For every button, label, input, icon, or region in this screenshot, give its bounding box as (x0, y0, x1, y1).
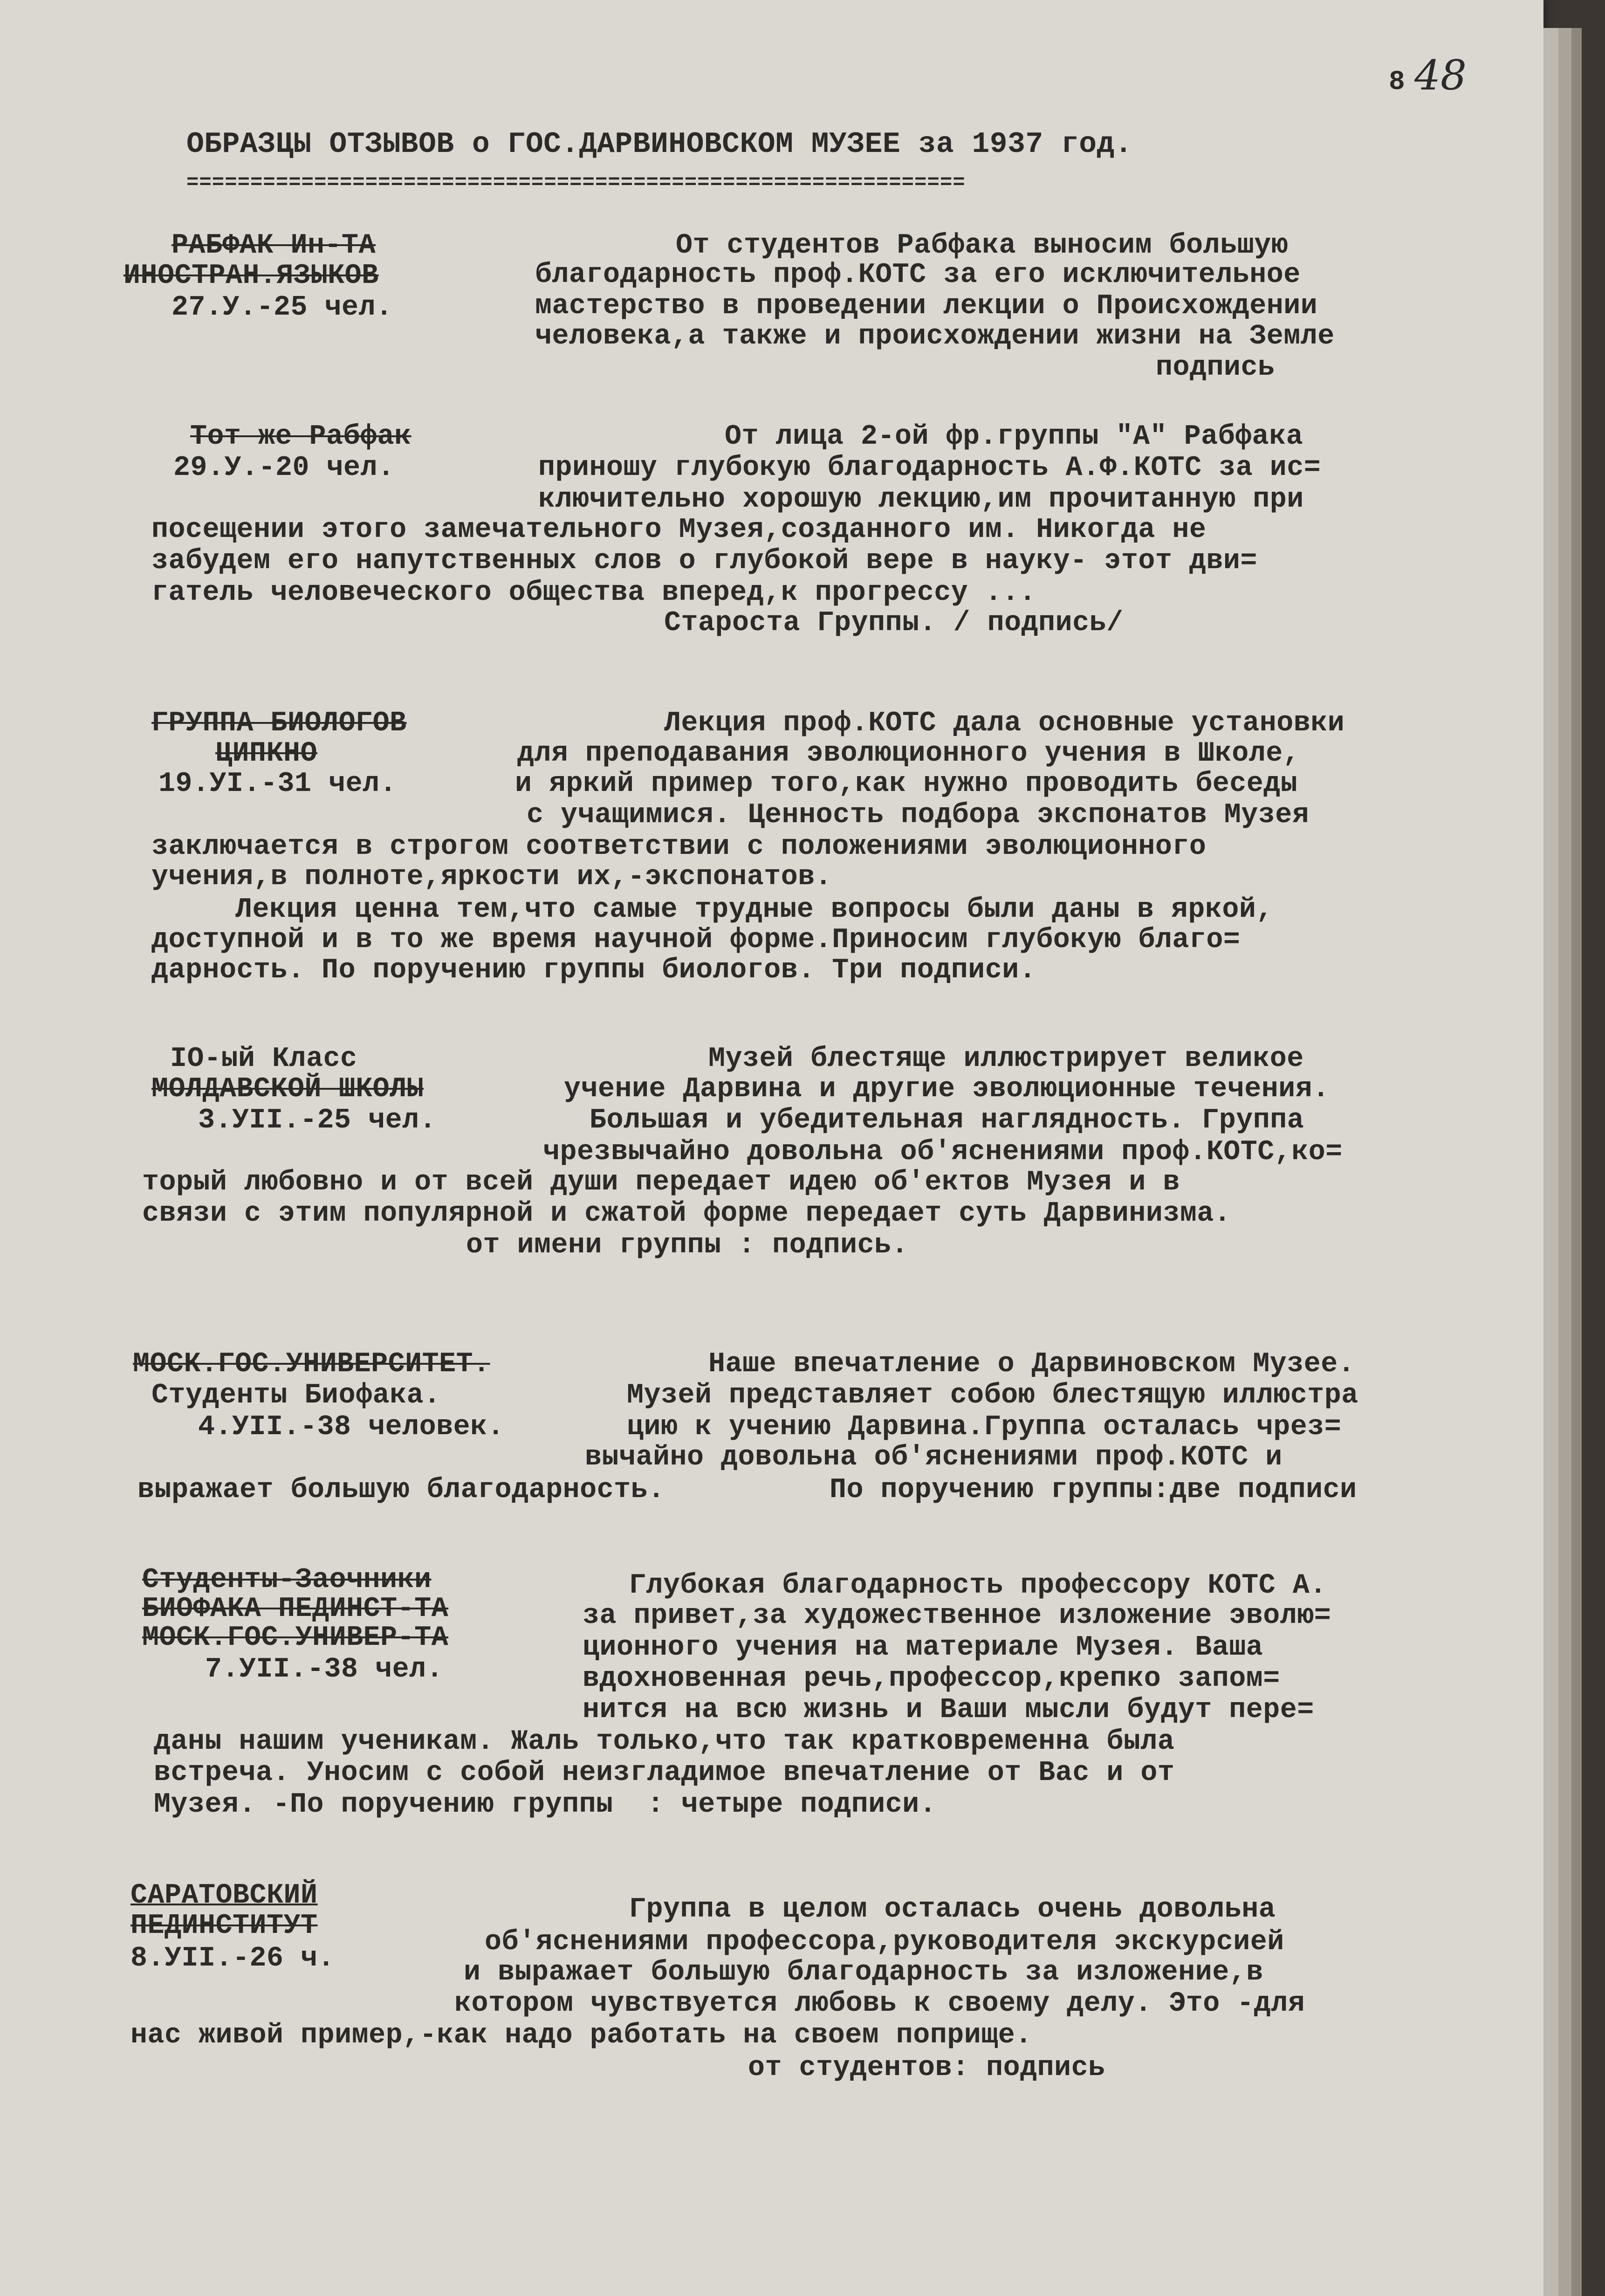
review-source-line: ГРУППА БИОЛОГОВ (151, 708, 407, 739)
review-text-line: Музей представляет собою блестящую иллюстра (627, 1380, 1358, 1411)
review-signature: от студентов: подпись (748, 2052, 1105, 2084)
review-signature: от имени группы : подпись. (466, 1230, 909, 1261)
review-text-line: с учащимися. Ценность подбора экспонатов Музея (527, 799, 1310, 831)
handwritten-folio-number: 48 (1414, 51, 1467, 99)
review-text-line: Большая и убедительная наглядность. Группа (590, 1105, 1304, 1136)
page-title: ОБРАЗЦЫ ОТЗЫВОВ о ГОС.ДАРВИНОВСКОМ МУЗЕЕ за 1937 год. (186, 128, 1133, 161)
review-date-count: 7.УII.-38 чел. (205, 1654, 444, 1685)
review-text-line: торый любовно и от всей души передает идею об'ектов Музея и в (142, 1167, 1180, 1198)
review-source-line: Студенты-Заочники (142, 1564, 432, 1596)
review-source-line: МОСК.ГОС.УНИВЕРСИТЕТ. (133, 1348, 490, 1380)
review-source-line: ПЕДИНСТИТУТ (130, 1910, 318, 1942)
review-text-line: вычайно довольна об'яснениями проф.КОТС и (585, 1442, 1283, 1473)
review-text-line: вдохновенная речь,профессор,крепко запом= (583, 1663, 1280, 1695)
review-text-line: связи с этим популярной и сжатой форме передает суть Дарвинизма. (142, 1198, 1231, 1230)
page-number: 8 (1389, 67, 1406, 97)
review-text-line: для преподавания эволюционного учения в Школе, (517, 738, 1300, 770)
review-text-line: учение Дарвина и другие эволюционные течения. (564, 1073, 1330, 1105)
review-date-count: 29.У.-20 чел. (173, 452, 395, 484)
review-text-line: даны нашим ученикам. Жаль только,что так кратковременна была (154, 1726, 1175, 1758)
underlying-page-edge (1571, 28, 1582, 2296)
review-text-line: выражает большую благодарность. (137, 1474, 665, 1506)
review-source-line: ИНОСТРАН.ЯЗЫКОВ (123, 260, 379, 292)
underlying-page-edge (1558, 28, 1571, 2296)
review-text-line: От лица 2-ой фр.группы "А" Рабфака (725, 421, 1303, 453)
review-text-line: и выражает большую благодарность за изложение,в (464, 1957, 1263, 1988)
review-signature: Староста Группы. / подпись/ (664, 607, 1124, 639)
review-text-line: гатель человеческого общества вперед,к прогрессу ... (151, 577, 1036, 609)
review-date-count: 4.УII.-38 человек. (198, 1411, 505, 1443)
review-text-line: ционного учения на материале Музея. Ваша (583, 1632, 1263, 1664)
review-text-line: котором чувствуется любовь к своему делу. Это -для (454, 1988, 1305, 2020)
review-date-count: 27.У.-25 чел. (171, 292, 393, 323)
underlying-page-edge (1543, 28, 1558, 2296)
review-text-line: чрезвычайно довольна об'яснениями проф.КОТС,ко= (543, 1136, 1343, 1168)
review-text-line: Лекция ценна тем,что самые трудные вопросы были даны в яркой, (235, 894, 1273, 926)
review-text-line: мастерство в проведении лекции о Происхождении (535, 290, 1318, 322)
review-text-line: нится на всю жизнь и Ваши мысли будут пере= (583, 1694, 1314, 1726)
review-text-line: забудем его напутственных слов о глубокой вере в науку- этот дви= (151, 545, 1257, 577)
review-text-line: заключается в строгом соответствии с положениями эволюционного (151, 831, 1207, 863)
review-source-line: МОЛДАВСКОЙ ШКОЛЫ (151, 1073, 424, 1105)
review-text-line: Наше впечатление о Дарвиновском Музее. (708, 1348, 1355, 1380)
review-source-line: ЦИПКНО (215, 738, 318, 770)
review-source-line: РАБФАК Ин-ТА (171, 230, 376, 261)
title-double-rule: ============================================================= (186, 171, 966, 194)
review-source-line: Тот же Рабфак (190, 421, 412, 453)
review-source-line: МОСК.ГОС.УНИВЕР-ТА (142, 1622, 449, 1654)
review-signature: подпись (1156, 352, 1275, 384)
review-text-line: От студентов Рабфака выносим большую (676, 230, 1289, 261)
review-text-line: ключительно хорошую лекцию,им прочитанную при (538, 484, 1304, 516)
review-source-line: IO-ый Класс (170, 1043, 357, 1075)
review-text-line: Группа в целом осталась очень довольна (629, 1894, 1276, 1925)
review-date-count: 3.УII.-25 чел. (198, 1105, 437, 1136)
review-text-line: Глубокая благодарность профессору КОТС А. (629, 1570, 1327, 1602)
review-text-line: и яркий пример того,как нужно проводить беседы (515, 768, 1298, 800)
review-source-line: САРАТОВСКИЙ (130, 1880, 318, 1911)
review-text-line: за привет,за художественное изложение эволю= (583, 1600, 1331, 1632)
review-text-line: цию к учению Дарвина.Группа осталась чрез= (627, 1411, 1342, 1443)
review-text-line: человека,а также и происхождении жизни на Земле (535, 321, 1335, 352)
review-source-line: БИОФАКА ПЕДИНСТ-ТА (142, 1593, 449, 1625)
review-text-line: дарность. По поручению группы биологов. Три подписи. (151, 955, 1036, 986)
review-text-line: Музея. -По поручению группы : четыре подписи. (154, 1789, 937, 1821)
review-text-line: встреча. Уносим с собой неизгладимое впечатление от Вас и от (154, 1757, 1175, 1789)
review-text-line: посещении этого замечательного Музея,созданного им. Никогда не (151, 514, 1207, 546)
review-text-line: Музей блестяще иллюстрирует великое (708, 1043, 1304, 1075)
review-text-line: об'яснениями профессора,руководителя экскурсией (485, 1926, 1284, 1958)
review-date-count: 19.УI.-31 чел. (158, 768, 397, 800)
review-text-line: доступной и в то же время научной форме.Приносим глубокую благо= (151, 924, 1241, 956)
review-text-line: Лекция проф.КОТС дала основные установки (664, 708, 1345, 739)
review-text-line: благодарность проф.КОТС за его исключительное (535, 259, 1301, 291)
review-source-line: Студенты Биофака. (151, 1380, 441, 1411)
review-signature: По поручению группы:две подписи (830, 1474, 1357, 1506)
review-text-line: приношу глубокую благодарность А.Ф.КОТС за ис= (538, 452, 1321, 484)
review-text-line: учения,в полноте,яркости их,-экспонатов. (151, 861, 832, 893)
review-text-line: нас живой пример,-как надо работать на своем поприще. (130, 2020, 1032, 2051)
review-date-count: 8.УII.-26 ч. (130, 1943, 335, 1974)
